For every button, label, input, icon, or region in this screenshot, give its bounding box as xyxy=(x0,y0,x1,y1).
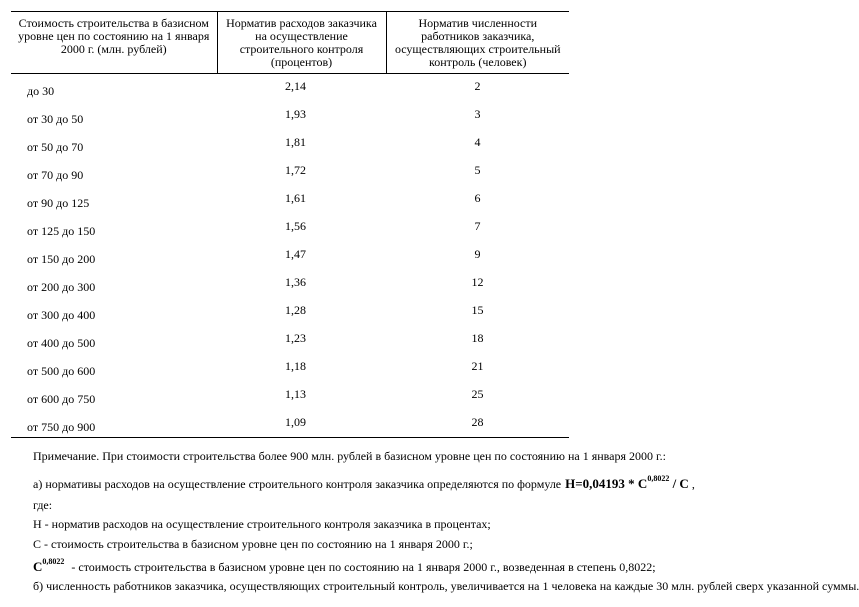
row-expense-norm: 1,23 xyxy=(285,331,306,345)
row-expense-norm: 1,28 xyxy=(285,303,306,317)
note-item-a-text: а) нормативы расходов на осуществление строительного контроля заказчика определяются по формуле xyxy=(33,477,562,491)
row-expense-norm: 1,36 xyxy=(285,275,306,289)
table-row xyxy=(11,240,569,268)
row-staff-norm: 15 xyxy=(471,303,484,317)
table-row xyxy=(11,296,569,324)
header-expense-norm: Норматив расходов заказчика на осуществление строительного контроля (процентов) xyxy=(217,12,386,74)
row-expense-norm: 1,47 xyxy=(285,247,306,261)
row-staff-norm: 28 xyxy=(386,408,569,438)
row-cost: от 400 до 500 xyxy=(27,336,96,350)
row-expense-norm: 1,81 xyxy=(285,135,306,149)
row-staff-norm: 5 xyxy=(474,163,481,177)
table-row xyxy=(11,352,569,380)
row-cost: от 500 до 600 xyxy=(27,364,96,378)
row-cost: от 50 до 70 xyxy=(27,140,84,154)
row-cost: до 30 xyxy=(27,84,55,98)
cpow-base: С xyxy=(33,559,43,574)
row-cost: от 300 до 400 xyxy=(27,308,96,322)
table-row xyxy=(11,184,569,212)
row-expense-norm: 1,93 xyxy=(285,107,306,121)
note-item-a xyxy=(33,474,695,492)
row-expense-norm: 1,13 xyxy=(285,387,306,401)
table-row xyxy=(11,324,569,352)
row-expense-norm: 1,09 xyxy=(217,408,386,438)
note-where: где: xyxy=(33,498,53,512)
row-cost: от 90 до 125 xyxy=(27,196,90,210)
header-staff-norm: Норматив численности работников заказчика, осуществляющих строительный контроль (человек) xyxy=(386,12,569,74)
row-cost: от 200 до 300 xyxy=(27,280,96,294)
row-cost: от 70 до 90 xyxy=(27,168,84,182)
table-row xyxy=(11,408,569,438)
note-def-n: Н - норматив расходов на осуществление строительного контроля заказчика в процентах; xyxy=(33,517,491,531)
row-cost: от 600 до 750 xyxy=(27,392,96,406)
norms-table xyxy=(11,11,569,438)
formula-main: Н=0,04193 * С xyxy=(565,476,648,491)
row-staff-norm: 9 xyxy=(474,247,481,261)
table-row xyxy=(11,156,569,184)
formula-exponent: 0,8022 xyxy=(647,474,670,483)
row-staff-norm: 6 xyxy=(474,191,481,205)
row-expense-norm: 1,56 xyxy=(285,219,306,233)
table-row xyxy=(11,100,569,128)
header-cost: Стоимость строительства в базисном уровне цен по состоянию на 1 января 2000 г. (млн. рублей) xyxy=(11,12,217,74)
table-row xyxy=(11,212,569,240)
table-row xyxy=(11,268,569,296)
row-staff-norm: 3 xyxy=(474,107,481,121)
row-staff-norm: 18 xyxy=(471,331,484,345)
table-row xyxy=(11,380,569,408)
row-cost: от 150 до 200 xyxy=(27,252,96,266)
row-cost: от 30 до 50 xyxy=(27,112,84,126)
row-staff-norm: 7 xyxy=(474,219,481,233)
row-staff-norm: 4 xyxy=(474,135,481,149)
row-cost: от 125 до 150 xyxy=(27,224,96,238)
table-row xyxy=(11,128,569,156)
note-def-c: С - стоимость строительства в базисном уровне цен по состоянию на 1 января 2000 г.; xyxy=(33,537,473,551)
cpow-exponent: 0,8022 xyxy=(42,557,65,566)
row-expense-norm: 2,14 xyxy=(285,79,306,93)
table-header-row xyxy=(11,12,569,74)
row-expense-norm: 1,18 xyxy=(285,359,306,373)
note-intro: Примечание. При стоимости строительства более 900 млн. рублей в базисном уровне цен по состоянию на 1 января 2000 г.: xyxy=(33,449,666,463)
row-staff-norm: 25 xyxy=(471,387,484,401)
formula-tail: / С xyxy=(669,476,689,491)
note-def-cpow xyxy=(33,557,656,575)
cpow-symbol xyxy=(33,559,64,574)
formula xyxy=(565,476,689,491)
row-staff-norm: 2 xyxy=(474,79,481,93)
row-staff-norm: 21 xyxy=(471,359,484,373)
row-expense-norm: 1,72 xyxy=(285,163,306,177)
row-staff-norm: 12 xyxy=(471,275,484,289)
table-row xyxy=(11,74,569,101)
row-expense-norm: 1,61 xyxy=(285,191,306,205)
note-item-b: б) численность работников заказчика, осуществляющих строительный контроль, увеличивается на 1 человека на каждые 30 млн. рублей сверх указанной суммы. xyxy=(33,579,859,593)
cpow-text: - стоимость строительства в базисном уровне цен по состоянию на 1 января 2000 г., возведенная в степень 0,8022; xyxy=(68,560,656,574)
row-cost: от 750 до 900 xyxy=(11,408,217,438)
formula-after: , xyxy=(688,477,695,491)
